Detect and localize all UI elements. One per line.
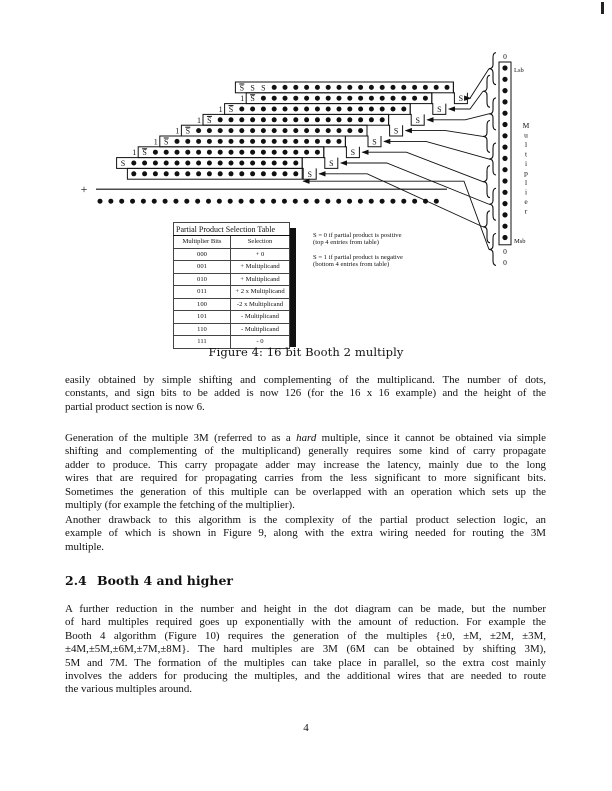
table-cell-selection: + Multiplicand	[231, 261, 290, 274]
table-cell-bits: 110	[174, 323, 231, 336]
bit-dot	[326, 117, 331, 122]
bit-dot	[229, 150, 234, 155]
bit-dot	[239, 107, 244, 112]
multiplier-label-letter: l	[524, 178, 528, 187]
paragraph-3: Another drawback to this algorithm is the complexity of the partial product selection logic, an example of which is shown in Figure 9, along with the extra wiring needed for routing the 3M multiple.	[65, 514, 546, 553]
bit-dot	[347, 117, 352, 122]
bit-dot	[326, 128, 331, 133]
multiplier-bit	[502, 235, 507, 240]
multiplier-bit	[502, 133, 507, 138]
table-cell-selection: + 0	[231, 248, 290, 261]
bit-dot	[293, 117, 298, 122]
bit-dot	[315, 96, 320, 101]
bit-dot	[185, 150, 190, 155]
bit-dot	[218, 128, 223, 133]
bit-dot	[369, 117, 374, 122]
multiplier-label-letter: p	[524, 168, 528, 178]
bit-dot	[293, 85, 298, 90]
bit-dot	[239, 139, 244, 144]
bit-dot	[272, 85, 277, 90]
section-number: 2.4	[65, 573, 87, 588]
sign-step-bit: S	[437, 105, 442, 114]
bit-dot	[196, 150, 201, 155]
sign-bit: S	[250, 83, 255, 93]
booth-group-brace	[489, 53, 496, 85]
bit-dot	[153, 150, 158, 155]
page-number: 4	[303, 722, 309, 734]
booth-group-brace	[483, 166, 490, 198]
partial-product-row	[127, 168, 302, 179]
bit-dot	[423, 85, 428, 90]
bit-dot	[164, 150, 169, 155]
multiplier-bit	[502, 77, 507, 82]
bit-dot	[283, 85, 288, 90]
bit-dot	[250, 150, 255, 155]
bit-dot	[272, 150, 277, 155]
sign-bit-notes	[313, 232, 403, 276]
section-title: Booth 4 and higher	[97, 573, 233, 588]
bit-dot	[358, 117, 363, 122]
bit-dot	[175, 161, 180, 166]
multiplier-column	[499, 62, 511, 245]
multiplier-label-letter: u	[524, 130, 528, 140]
bit-dot	[196, 128, 201, 133]
selection-connector	[384, 141, 489, 159]
booth-group-brace	[483, 211, 490, 243]
multiplier-label-letter: M	[522, 121, 530, 130]
constant-one: 1	[197, 115, 201, 125]
sign-bar-bit: S	[142, 148, 147, 158]
bit-dot	[229, 161, 234, 166]
partial-product-selection-table	[173, 222, 290, 349]
bit-dot	[142, 161, 147, 166]
bit-dot	[250, 117, 255, 122]
bit-dot	[293, 139, 298, 144]
bit-dot	[261, 96, 266, 101]
bit-dot	[261, 107, 266, 112]
bit-dot	[185, 139, 190, 144]
multiplier-bit	[502, 178, 507, 183]
sign-step-bit: S	[329, 159, 334, 168]
table-cell-bits: 011	[174, 286, 231, 299]
bit-dot	[239, 117, 244, 122]
booth-group-brace	[483, 121, 490, 153]
bit-dot	[358, 85, 363, 90]
bit-dot	[142, 171, 147, 176]
table-header-selection: Selection	[231, 236, 290, 249]
table-cell-selection: + 2 x Multiplicand	[231, 286, 290, 299]
bit-dot	[347, 96, 352, 101]
bit-dot	[175, 150, 180, 155]
bit-dot	[207, 161, 212, 166]
sign-bit: S	[120, 159, 126, 168]
sign-step-bit: S	[372, 137, 377, 147]
bit-dot	[153, 161, 158, 166]
bit-dot	[239, 150, 244, 155]
table-cell-selection: - 0	[231, 336, 290, 349]
sign-bar-bit: S	[250, 94, 255, 104]
bit-dot	[283, 128, 288, 133]
bit-dot	[304, 117, 309, 122]
bit-dot	[347, 85, 352, 90]
table-row	[174, 248, 290, 261]
multiplier-label-letter: t	[524, 149, 528, 159]
bit-dot	[315, 107, 320, 112]
bit-dot	[272, 128, 277, 133]
bit-dot	[304, 107, 309, 112]
multiplier-bit	[502, 224, 507, 229]
booth-group-brace	[489, 234, 496, 266]
bit-dot	[218, 117, 223, 122]
booth-group-brace	[489, 98, 496, 130]
bit-dot	[380, 117, 385, 122]
bit-dot	[196, 161, 201, 166]
bit-dot	[261, 117, 266, 122]
bit-dot	[401, 96, 406, 101]
bit-dot	[304, 139, 309, 144]
bit-dot	[315, 150, 320, 155]
bit-dot	[304, 128, 309, 133]
table-cell-bits: 101	[174, 311, 231, 324]
bit-dot	[164, 171, 169, 176]
bit-dot	[175, 139, 180, 144]
table-cell-selection: -2 x Multiplicand	[231, 298, 290, 311]
bit-dot	[218, 171, 223, 176]
bit-dot	[401, 107, 406, 112]
bit-dot	[229, 128, 234, 133]
bit-dot	[369, 85, 374, 90]
table-row	[174, 286, 290, 299]
bit-dot	[337, 85, 342, 90]
bit-dot	[358, 96, 363, 101]
multiplier-bit	[502, 190, 507, 195]
bit-dot	[229, 171, 234, 176]
table-cell-selection: - Multiplicand	[231, 311, 290, 324]
bit-dot	[218, 161, 223, 166]
table-cell-bits: 100	[174, 298, 231, 311]
bit-dot	[391, 107, 396, 112]
multiplier-bit	[502, 212, 507, 217]
bit-dot	[218, 150, 223, 155]
bit-dot	[272, 139, 277, 144]
bit-dot	[293, 96, 298, 101]
note-positive: S = 0 if partial product is positive (top 4 entries from table)	[313, 232, 402, 247]
bit-dot	[380, 107, 385, 112]
bit-dot	[239, 128, 244, 133]
bit-dot	[293, 161, 298, 166]
bit-dot	[304, 150, 309, 155]
sign-bar-bit: S	[185, 126, 191, 136]
bit-dot	[337, 128, 342, 133]
table-row	[174, 311, 290, 324]
bit-dot	[250, 171, 255, 176]
bit-dot	[369, 107, 374, 112]
bit-dot	[347, 128, 352, 133]
multiplier-bit	[502, 145, 507, 150]
bit-dot	[293, 107, 298, 112]
bit-dot	[229, 139, 234, 144]
bit-dot	[272, 171, 277, 176]
bit-dot	[391, 96, 396, 101]
table-cell-selection: + Multiplicand	[231, 273, 290, 286]
bit-dot	[369, 96, 374, 101]
bit-dot	[283, 107, 288, 112]
bit-dot	[358, 107, 363, 112]
note-negative: S = 1 if partial product is negative (bottom 4 entries from table)	[313, 253, 403, 269]
bit-dot	[196, 171, 201, 176]
constant-one: 1	[153, 137, 158, 147]
constant-one: 1	[175, 126, 180, 136]
bit-dot	[337, 107, 342, 112]
bit-dot	[272, 107, 277, 112]
bit-dot	[337, 117, 342, 122]
bit-dot	[315, 139, 320, 144]
multiplier-bit	[502, 65, 507, 70]
bit-dot	[304, 96, 309, 101]
bit-dot	[185, 161, 190, 166]
bit-dot	[358, 128, 363, 133]
bit-dot	[391, 85, 396, 90]
bit-dot	[218, 139, 223, 144]
bit-dot	[164, 161, 169, 166]
bit-dot	[315, 117, 320, 122]
booth-group-brace	[489, 188, 496, 220]
multiplier-label-letter: e	[524, 197, 528, 206]
multiplier-label-letter: r	[524, 206, 528, 216]
bit-dot	[347, 107, 352, 112]
bit-dot	[315, 128, 320, 133]
paragraph-2: Generation of the multiple 3M (referred to as a hard multiple, since it cannot be obtained via simple shifting and complementing of the multiplicand) generally requires some kind of carry propagate adder to produce. This carry propagate adder may increase the latency, mainly due to the long wires that are required for propagating carries from the less significant to more significant bits. Sometimes the generation of this multiple can be overlapped with an operation which sets up the multiply (for example the fetching of the multiplier).	[65, 432, 546, 512]
bit-dot	[207, 150, 212, 155]
multiplier-label-letter: l	[524, 140, 528, 149]
bit-dot	[261, 171, 266, 176]
result-row	[98, 199, 439, 204]
table-cell-bits: 010	[174, 273, 231, 286]
bit-dot	[337, 96, 342, 101]
sign-step-bit: S	[350, 148, 356, 158]
bit-dot	[326, 139, 331, 144]
figure-caption: Figure 4: 16 bit Booth 2 multiply	[208, 345, 404, 359]
paragraph-1: easily obtained by simple shifting and complementing of the multiplicand. The number of dots, constants, and sign bits to be added is now 126 (for the 16 x 16 example) and the height of the partial product section is now 6.	[65, 374, 546, 413]
bit-dot	[423, 96, 428, 101]
bit-dot	[412, 85, 417, 90]
section-heading	[65, 573, 233, 588]
booth2-dot-diagram	[0, 0, 612, 345]
multiplier-bit	[502, 156, 507, 161]
table-row	[174, 323, 290, 336]
sign-step-bit: S	[458, 94, 464, 104]
bit-dot	[293, 128, 298, 133]
bit-dot	[261, 161, 266, 166]
bit-dot	[293, 150, 298, 155]
selection-connector	[470, 69, 489, 99]
bit-dot	[207, 139, 212, 144]
bit-dot	[131, 161, 136, 166]
bit-dot	[239, 161, 244, 166]
multiplier-pad-zero: 0	[503, 257, 507, 267]
table-title: Partial Product Selection Table	[174, 223, 290, 236]
selection-connector	[341, 163, 489, 204]
bit-dot	[272, 161, 277, 166]
table-cell-selection: - Multiplicand	[231, 323, 290, 336]
table-cell-bits: 001	[174, 261, 231, 274]
bit-dot	[261, 139, 266, 144]
bit-dot	[283, 161, 288, 166]
multiplier-pad-zero: 0	[503, 246, 507, 256]
bit-dot	[207, 171, 212, 176]
sign-bar-bit: S	[228, 105, 234, 114]
multiplier-bit	[502, 88, 507, 93]
multiplier-label-letter: i	[524, 187, 528, 197]
emphasis-hard: hard	[296, 432, 317, 444]
bit-dot	[131, 171, 136, 176]
bit-dot	[283, 117, 288, 122]
bit-dot	[261, 128, 266, 133]
selection-connector	[406, 131, 483, 137]
bit-dot	[272, 117, 277, 122]
constant-one: 1	[132, 148, 137, 158]
bit-dot	[250, 139, 255, 144]
table-row	[174, 273, 290, 286]
multiplier-bit	[502, 167, 507, 172]
multiplier-bit	[502, 201, 507, 206]
table-header-multiplier-bits: Multiplier Bits	[174, 236, 231, 249]
bit-dot	[283, 96, 288, 101]
bit-dot	[412, 96, 417, 101]
bit-dot	[283, 150, 288, 155]
bit-dot	[401, 85, 406, 90]
booth-group-brace	[483, 75, 490, 107]
multiplier-bit	[502, 99, 507, 104]
sign-bar-bit: S	[207, 115, 212, 125]
bit-dot	[272, 96, 277, 101]
table-row	[174, 261, 290, 274]
bit-dot	[326, 85, 331, 90]
bit-dot	[326, 96, 331, 101]
bit-dot	[380, 96, 385, 101]
multiplier-pad-zero: 0	[503, 52, 507, 61]
selection-connector	[319, 174, 483, 227]
constant-one: 1	[218, 105, 223, 114]
booth-group-brace	[489, 143, 496, 175]
bit-dot	[229, 117, 234, 122]
bit-dot	[304, 85, 309, 90]
bit-dot	[337, 139, 342, 144]
bit-dot	[315, 85, 320, 90]
bit-dot	[445, 85, 450, 90]
msb-label: Msb	[514, 237, 526, 245]
plus-sign: +	[80, 182, 88, 197]
multiplier-label-letter: i	[524, 159, 528, 168]
bit-dot	[185, 171, 190, 176]
bit-dot	[153, 171, 158, 176]
bit-dot	[207, 128, 212, 133]
sign-bar-bit: S	[163, 137, 169, 147]
table-cell-bits: 000	[174, 248, 231, 261]
sign-bit: S	[261, 83, 266, 93]
bit-dot	[326, 107, 331, 112]
multiplier-bit	[502, 122, 507, 127]
bit-dot	[175, 171, 180, 176]
bit-dot	[380, 85, 385, 90]
table-row	[174, 298, 290, 311]
bit-dot	[261, 150, 266, 155]
sign-bar-bit: S	[239, 83, 245, 93]
paragraph-4: A further reduction in the number and height in the dot diagram can be made, but the number of hard multiples required goes up exponentially with the amount of reduction. For example the Booth 4 algorithm (Figure 10) requires the generation of the multiples {±0, ±M, ±2M, ±3M, ±4M,±5M,±6M,±7M,±8M}. The hard multiples are 3M (6M can be obtained by shifting 3M), 5M and 7M. The formation of the multiples can take place in parallel, so the extra cost mainly involves the adders for producing the multiples, and the additional wires that are needed to route the various multiples around.	[65, 603, 546, 696]
bit-dot	[250, 161, 255, 166]
bit-dot	[283, 139, 288, 144]
bit-dot	[283, 171, 288, 176]
sign-step-bit: S	[307, 169, 312, 179]
multiplier-bit	[502, 111, 507, 116]
bit-dot	[196, 139, 201, 144]
bit-dot	[250, 107, 255, 112]
bit-dot	[239, 171, 244, 176]
bit-dot	[293, 171, 298, 176]
bit-dot	[250, 128, 255, 133]
table-cell-bits: 111	[174, 336, 231, 349]
sign-step-bit: S	[415, 115, 420, 125]
bit-dot	[434, 85, 439, 90]
lsb-label: Lsb	[514, 67, 524, 74]
sign-step-bit: S	[393, 126, 399, 136]
constant-one: 1	[240, 94, 245, 104]
